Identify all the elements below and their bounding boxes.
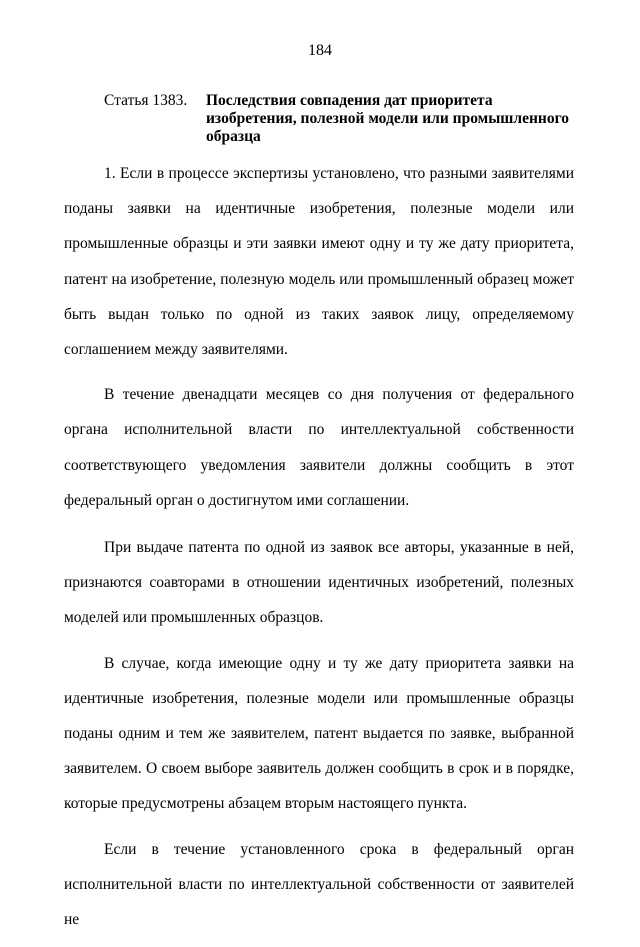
paragraph-1: 1. Если в процессе экспертизы установлено, что разными заявителями поданы заявки на идентичные изобретения, полезные модели или промышленные образцы и эти заявки имеют одну и ту же дату приоритета, патент на изобретение, полезную модель или промышленный образец может быть выдан только по одной из таких заявок лицу, определяемому соглашением между заявителями. — [64, 165, 574, 359]
article-title: Последствия совпадения дат приоритета изобретения, полезной модели или промышленного образца — [206, 92, 569, 145]
article-label: Статья 1383. — [104, 92, 188, 109]
paragraph-2: В течение двенадцати месяцев со дня получения от федерального органа исполнительной власти по интеллектуальной собственности соответствующего уведомления заявители должны сообщить в этот федеральный орган о достигнутом ими соглашении. — [64, 386, 574, 509]
article-header — [104, 92, 574, 146]
paragraph-4: В случае, когда имеющие одну и ту же дату приоритета заявки на идентичные изобретения, полезные модели или промышленные образцы поданы одним и тем же заявителем, патент выдается по заявке, выбранной заявителем. О своем выборе заявитель должен сообщить в срок и в порядке, которые предусмотрены абзацем вторым настоящего пункта. — [64, 654, 574, 813]
paragraph-3: При выдаче патента по одной из заявок все авторы, указанные в ней, признаются соавторами в отношении идентичных изобретений, полезных моделей или промышленных образцов. — [64, 539, 574, 627]
article-body — [64, 156, 574, 947]
paragraph-5: Если в течение установленного срока в федеральный орган исполнительной власти по интеллектуальной собственности от заявителей не — [64, 840, 574, 929]
page-number: 184 — [308, 42, 332, 59]
